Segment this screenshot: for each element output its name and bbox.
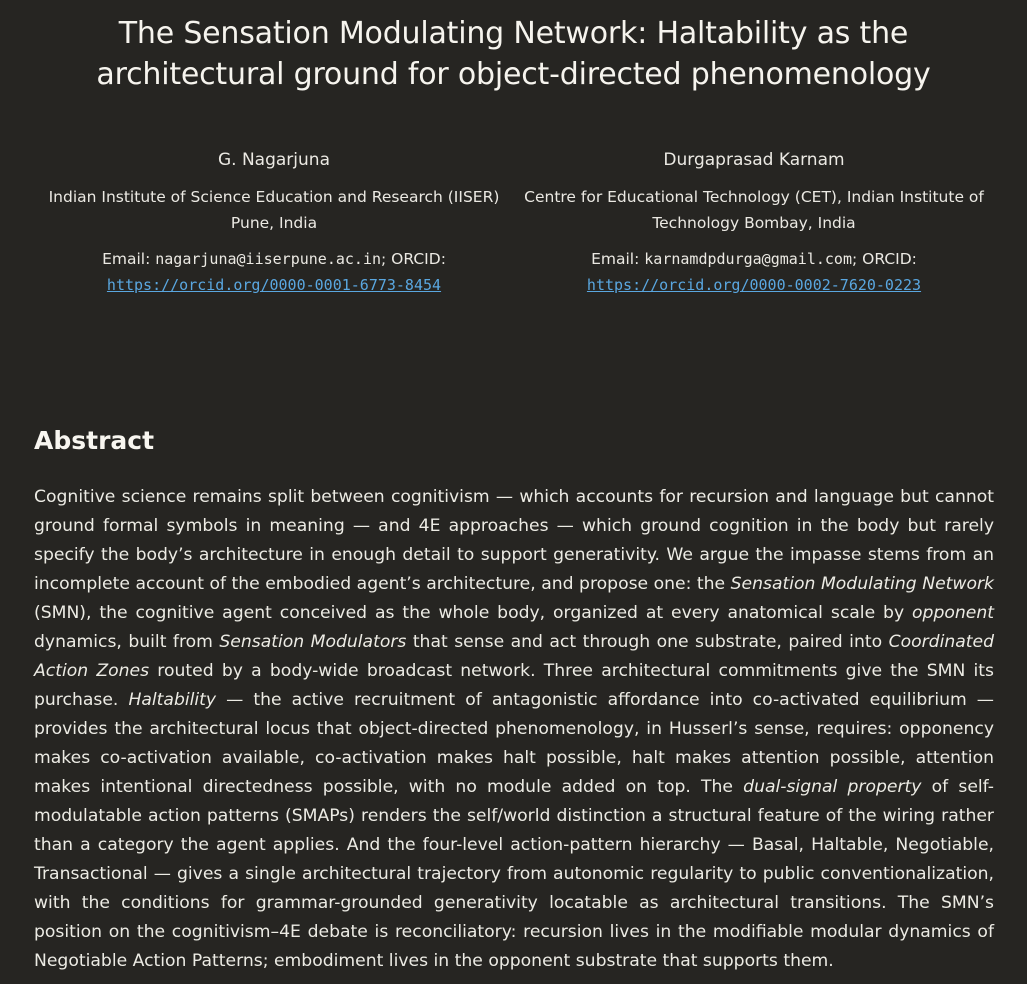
email-label: Email:	[102, 250, 156, 268]
abstract-heading: Abstract	[34, 426, 155, 455]
abstract-segment: that sense and act through one substrate, paired into	[406, 632, 889, 652]
author-affiliation: Indian Institute of Science Education and Research (IISER) Pune, India	[48, 188, 500, 232]
orcid-link[interactable]: https://orcid.org/0000-0001-6773-8454	[106, 276, 442, 294]
term-haltability: Haltability	[128, 690, 217, 710]
author-contact	[519, 246, 989, 298]
author-block	[34, 146, 994, 298]
term-smn: Sensation Modulating Network	[730, 574, 994, 594]
author-affiliation: Centre for Educational Technology (CET), Indian Institute of Technology Bombay, India	[524, 188, 984, 232]
author-name: G. Nagarjuna	[217, 150, 330, 170]
author-name: Durgaprasad Karnam	[663, 150, 845, 170]
author-contact	[34, 246, 514, 298]
abstract-text	[34, 483, 994, 976]
orcid-label: ; ORCID:	[381, 250, 446, 268]
term-opponent: opponent	[912, 603, 994, 623]
abstract-segment: — the active recruitment of antagonistic affordance into co-activated equilibrium — provides the architectural locus that object-directed phenomenology, in Husserl’s sense, requires: opponency makes co-activation available, co-activation makes halt possible, halt makes attention possible, attention makes intentional directedness possible, with no module added on top. The	[34, 690, 994, 797]
abstract-segment: Cognitive science remains split between cognitivism — which accounts for recursion and language but cannot ground formal symbols in meaning — and 4E approaches — which ground cognition in the body but rarely specify the body’s architecture in enough detail to support generativity. We argue the impasse stems from an incomplete account of the embodied agent’s architecture, and propose one: the	[34, 487, 994, 594]
author-card	[34, 146, 514, 298]
orcid-label: ; ORCID:	[851, 250, 917, 268]
paper-title: The Sensation Modulating Network: Haltability as the architectural ground for object-directed phenomenology	[96, 16, 931, 92]
orcid-link[interactable]: https://orcid.org/0000-0002-7620-0223	[586, 276, 922, 294]
abstract-segment: of self-modulatable action patterns (SMAPs) renders the self/world distinction a structural feature of the wiring rather than a category the agent applies. And the four-level action-pattern hierarchy — Basal, Haltable, Negotiable, Transactional — gives a single architectural trajectory from autonomic regularity to public conventionalization, with the conditions for grammar-grounded generativity locatable as architectural transitions. The SMN’s position on the cognitivism–4E debate is reconciliatory: recursion lives in the modifiable modular dynamics of Negotiable Action Patterns; embodiment lives in the opponent substrate that supports them.	[34, 777, 994, 971]
email-label: Email:	[591, 250, 645, 268]
abstract-segment: dynamics, built from	[34, 632, 220, 652]
abstract-segment: routed by a body-wide broadcast network. Three architectural commitments give the SMN its purchase.	[34, 661, 995, 710]
author-card	[519, 146, 989, 298]
abstract-segment: (SMN), the cognitive agent conceived as the whole body, organized at every anatomical scale by	[34, 603, 913, 623]
term-coordinated-action-zones: Coordinated Action Zones	[34, 632, 994, 681]
author-email: nagarjuna@iiserpune.ac.in	[155, 250, 382, 268]
term-sensation-modulators: Sensation Modulators	[219, 632, 407, 652]
author-email: karnamdpdurga@gmail.com	[644, 250, 852, 268]
term-dual-signal-property: dual-signal property	[743, 777, 922, 797]
